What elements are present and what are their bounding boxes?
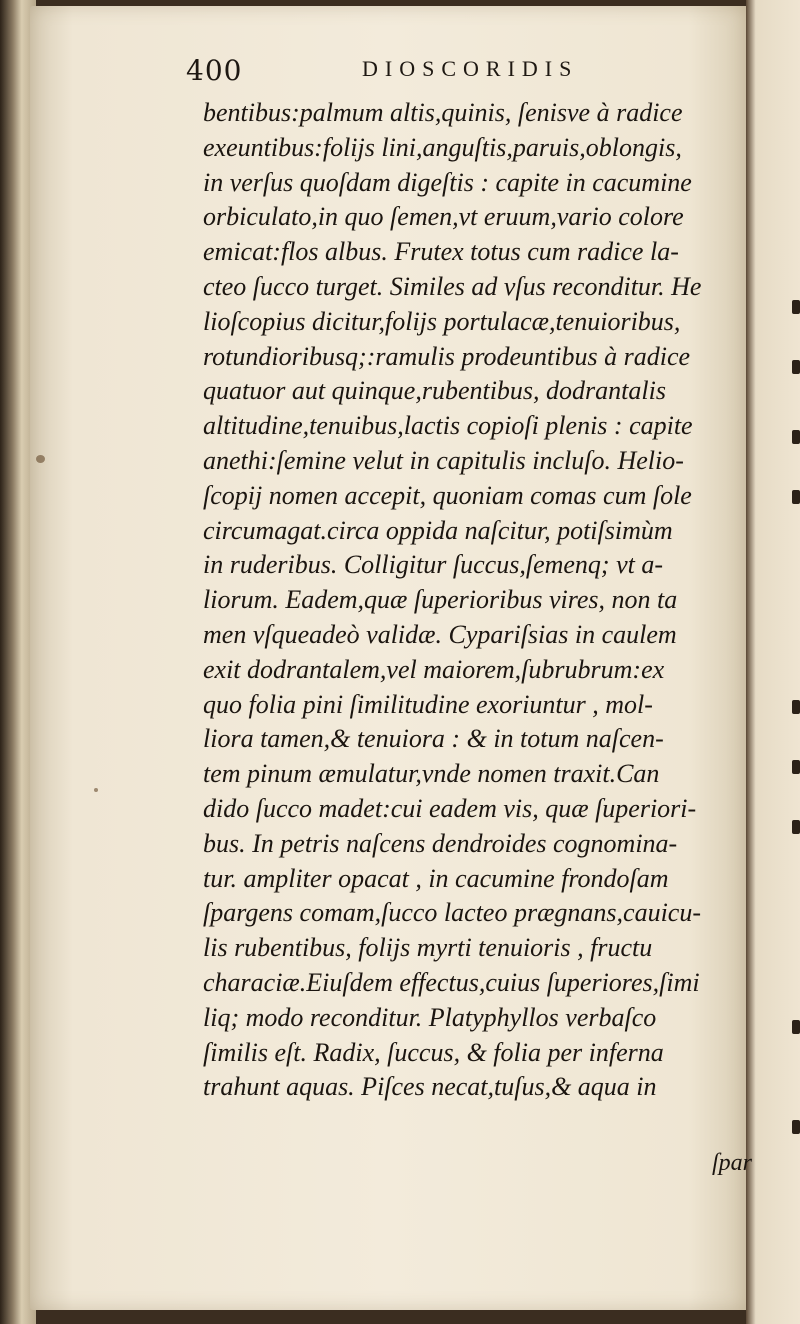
text-line: trahunt aquas. Piſces necat,tuſus,& aqua in (203, 1072, 657, 1102)
text-line: ſcopij nomen accepit, quoniam comas cum ſole (203, 480, 692, 510)
text-line: rotundioribusq;:ramulis prodeuntibus à radice (203, 341, 691, 371)
text-line: in ruderibus. Colligitur ſuccus,ſemenq; vt a- (203, 550, 664, 580)
ghost-letter (792, 300, 800, 314)
adjacent-page-edge (746, 0, 800, 1324)
text-line: tem pinum æmulatur,vnde nomen traxit.Can (203, 759, 660, 789)
text-line: lis rubentibus, folijs myrti tenuioris , fructu (203, 933, 653, 963)
page-header (186, 54, 646, 88)
text-line: bentibus:palmum altis,quinis, ſenisve à radice (203, 98, 683, 127)
text-line: emicat:flos albus. Frutex totus cum radice la- (203, 237, 679, 267)
text-line: in verſus quoſdam digeſtis : capite in cacumine (203, 167, 692, 197)
text-line: bus. In petris naſcens dendroides cognomina- (203, 828, 678, 858)
text-line: circumagat.circa oppida naſcitur, potiſsimùm (203, 515, 673, 545)
ghost-letter (792, 430, 800, 444)
ghost-letter (792, 700, 800, 714)
text-line: orbiculato,in quo ſemen,vt eruum,vario colore (203, 202, 684, 232)
text-line: cteo ſucco turget. Similes ad vſus reconditur. He (203, 271, 702, 301)
ghost-letter (792, 360, 800, 374)
ink-spot (94, 788, 98, 792)
text-line: ſpargens comam,ſucco lacteo prægnans,cauicu- (203, 898, 701, 928)
text-line: liorum. Eadem,quæ ſuperioribus vires, non ta (203, 585, 678, 615)
text-line: characiæ.Eiuſdem effectus,cuius ſuperiores,ſimi (203, 967, 700, 997)
text-block (203, 96, 751, 1105)
text-line: tur. ampliter opacat , in cacumine frondoſam (203, 863, 669, 893)
ghost-letter (792, 490, 800, 504)
ghost-letter (792, 1020, 800, 1034)
text-line: ſimilis eſt. Radix, ſuccus, & folia per inferna (203, 1037, 664, 1067)
ghost-letter (792, 1120, 800, 1134)
text-line: liora tamen,& tenuiora : & in totum naſcen- (203, 724, 664, 754)
text-line: liq; modo reconditur. Platyphyllos verbaſco (203, 1002, 657, 1032)
ghost-letter (792, 760, 800, 774)
text-line: altitudine,tenuibus,lactis copioſi plenis : capite (203, 411, 693, 441)
text-line: anethi:ſemine velut in capitulis incluſo. Helio- (203, 445, 684, 475)
text-line: exit dodrantalem,vel maiorem,ſubrubrum:ex (203, 654, 665, 684)
running-head: DIOSCORIDIS (362, 56, 579, 81)
catchword: ſpar (712, 1150, 753, 1176)
text-line: quo folia pini ſimilitudine exoriuntur , mol- (203, 689, 653, 719)
page-number: 400 (186, 54, 243, 87)
ink-spot (36, 455, 45, 463)
ghost-letter (792, 820, 800, 834)
text-line: lioſcopius dicitur,folijs portulacæ,tenuioribus, (203, 306, 681, 336)
text-line: quatuor aut quinque,rubentibus, dodrantalis (203, 376, 666, 406)
text-line: dido ſucco madet:cui eadem vis, quæ ſuperiori- (203, 793, 697, 823)
text-line: exeuntibus:folijs lini,anguſtis,paruis,oblongis, (203, 132, 682, 162)
text-line: men vſqueadeò validæ. Cypariſsias in caulem (203, 619, 677, 649)
